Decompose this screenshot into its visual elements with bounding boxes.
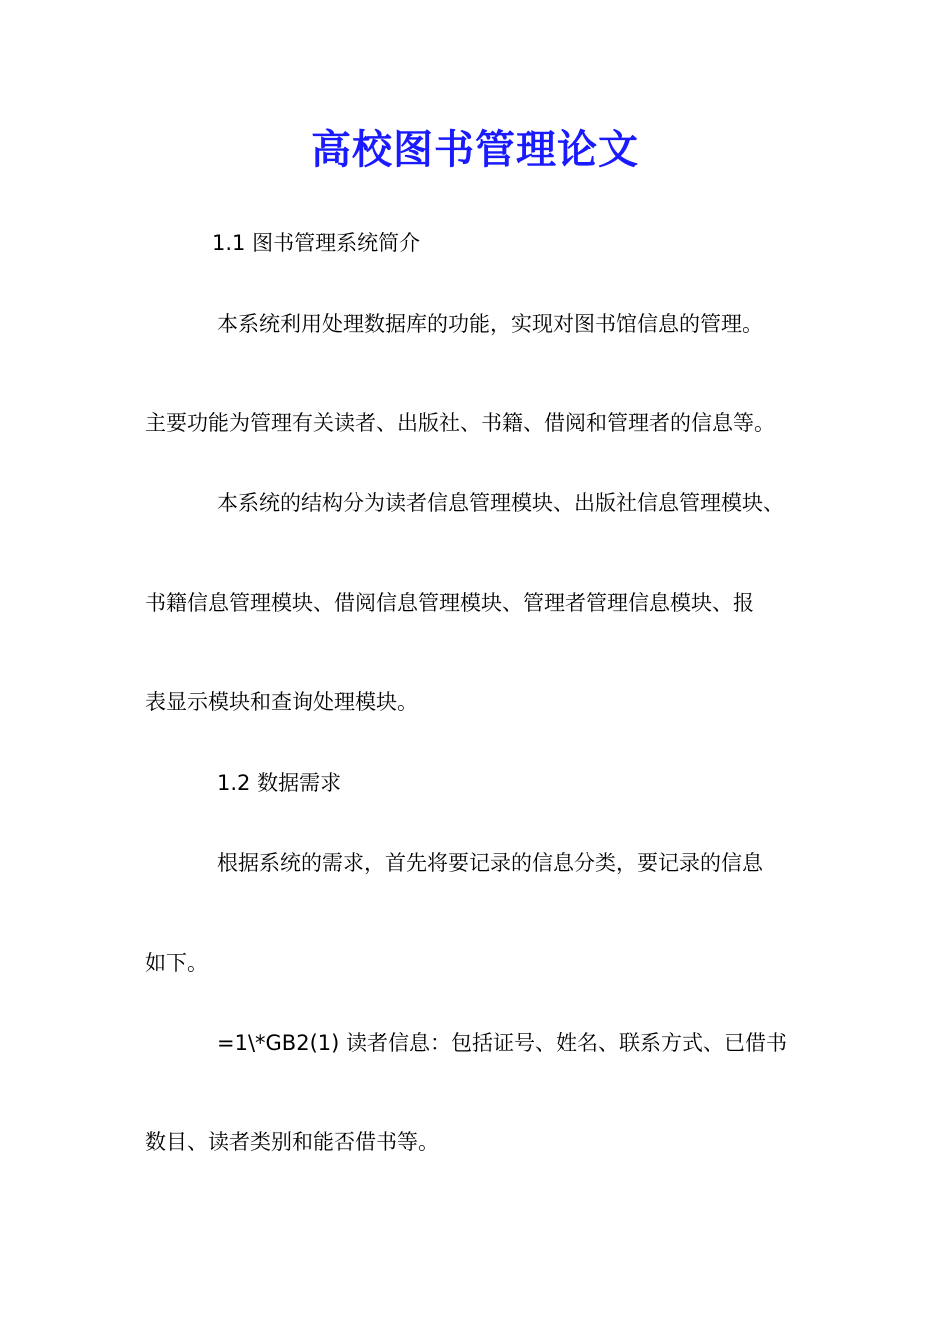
paragraph-line: 表显示模块和查询处理模块。 xyxy=(145,690,418,714)
paragraph-line: 数目、读者类别和能否借书等。 xyxy=(145,1130,439,1154)
section-heading-1-2: 1.2 数据需求 xyxy=(217,771,342,795)
paragraph-line: 如下。 xyxy=(145,951,208,975)
paragraph-line: 根据系统的需求，首先将要记录的信息分类，要记录的信息 xyxy=(217,851,763,875)
paragraph-line: 本系统利用处理数据库的功能，实现对图书馆信息的管理。 xyxy=(217,312,763,336)
paragraph-line: 主要功能为管理有关读者、出版社、书籍、借阅和管理者的信息等。 xyxy=(145,411,775,435)
page-title: 高校图书管理论文 xyxy=(311,126,639,173)
section-heading-1-1: 1.1 图书管理系统简介 xyxy=(212,231,421,255)
paragraph-line: 本系统的结构分为读者信息管理模块、出版社信息管理模块、 xyxy=(217,491,784,515)
paragraph-line: 书籍信息管理模块、借阅信息管理模块、管理者管理信息模块、报 xyxy=(145,591,754,615)
paragraph-line: =1\*GB2(1) 读者信息：包括证号、姓名、联系方式、已借书 xyxy=(217,1031,787,1055)
